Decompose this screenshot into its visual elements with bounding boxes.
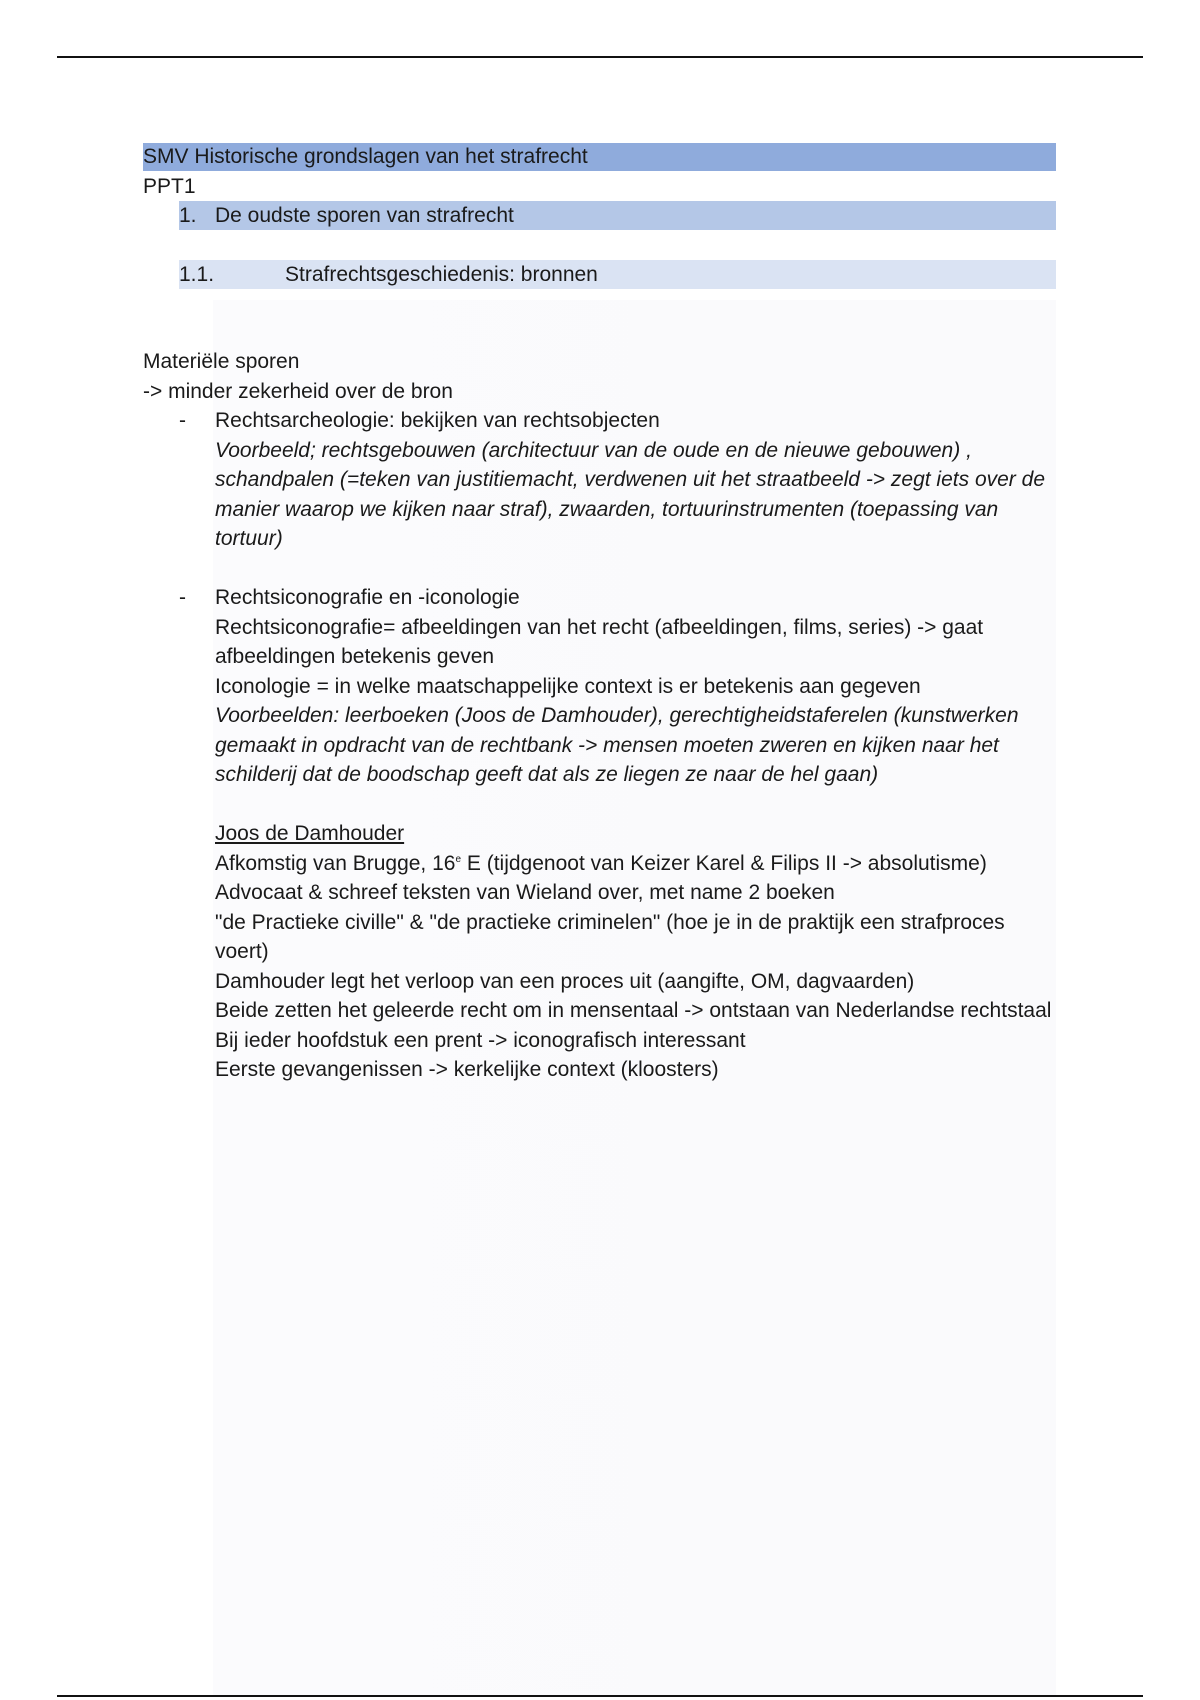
joos-line-4: Damhouder legt het verloop van een proces uit (aangifte, OM, dagvaarden) — [215, 969, 915, 993]
joos-line-2: Advocaat & schreef teksten van Wieland over, met name 2 boeken — [215, 881, 835, 904]
heading-1-number: 1. — [179, 204, 197, 227]
section-note: -> minder zekerheid over de bron — [143, 379, 453, 403]
ppt-label: PPT1 — [143, 175, 196, 198]
bullet-dash: - — [179, 409, 186, 432]
bullet-title: Rechtsiconografie en -iconologie — [215, 586, 520, 609]
bullet-examples: Voorbeelden: leerboeken (Joos de Damhouder), gerechtigheidstaferelen (kunstwerken gemaakt in opdracht van de rechtbank -> mensen moeten zweren en kijken naar het schilderij dat de boodschap geeft dat als ze liegen ze naar de hel gaan) — [215, 704, 1019, 786]
joos-line-6: Bij ieder hoofdstuk een prent -> iconografisch interessant — [215, 1028, 746, 1052]
bullet-title: Rechtsarcheologie: bekijken van rechtsobjecten — [215, 409, 660, 432]
top-rule — [57, 56, 1143, 58]
joos-line-5: Beide zetten het geleerde recht om in mensentaal -> ontstaan van Nederlandse rechtstaal — [215, 999, 1052, 1022]
heading-1-text: De oudste sporen van strafrecht — [215, 204, 514, 227]
joos-line-7: Eerste gevangenissen -> kerkelijke context (kloosters) — [215, 1058, 719, 1081]
definition-iconologie: Iconologie = in welke maatschappelijke context is er betekenis aan gegeven — [215, 674, 921, 698]
document-title: SMV Historische grondslagen van het strafrecht — [143, 143, 1056, 171]
joos-line-1: Afkomstig van Brugge, 16e E (tijdgenoot van Keizer Karel & Filips II -> absolutisme) — [215, 851, 987, 875]
joos-line-3: "de Practieke civille" & "de practieke criminelen" (hoe je in de praktijk een strafproces voert) — [215, 910, 1005, 963]
definition-rechtsiconografie: Rechtsiconografie= afbeeldingen van het recht (afbeeldingen, films, series) -> gaat afbeeldingen betekenis geven — [215, 615, 984, 668]
bullet-example: Voorbeeld; rechtsgebouwen (architectuur van de oude en de nieuwe gebouwen) , schandpalen (=teken van justitiemacht, verdwenen uit het straatbeeld -> zegt iets over de manier waarop we kijken naar straf), zwaarden, tortuurinstrumenten (toepassing van tortuur) — [215, 438, 1045, 550]
bullet-rechtsarcheologie — [143, 406, 1056, 554]
bottom-rule — [57, 1695, 1143, 1697]
bullet-rechtsiconografie — [143, 583, 1056, 1085]
section-label: Materiële sporen — [143, 350, 300, 373]
heading-1-1-number: 1.1. — [179, 263, 215, 286]
bullet-dash: - — [179, 586, 186, 609]
joos-heading: Joos de Damhouder — [215, 822, 405, 845]
heading-1-1-text: Strafrechtsgeschiedenis: bronnen — [285, 263, 598, 286]
heading-1 — [179, 201, 1056, 230]
heading-1-1 — [179, 260, 1056, 289]
document-body — [143, 143, 1056, 1085]
